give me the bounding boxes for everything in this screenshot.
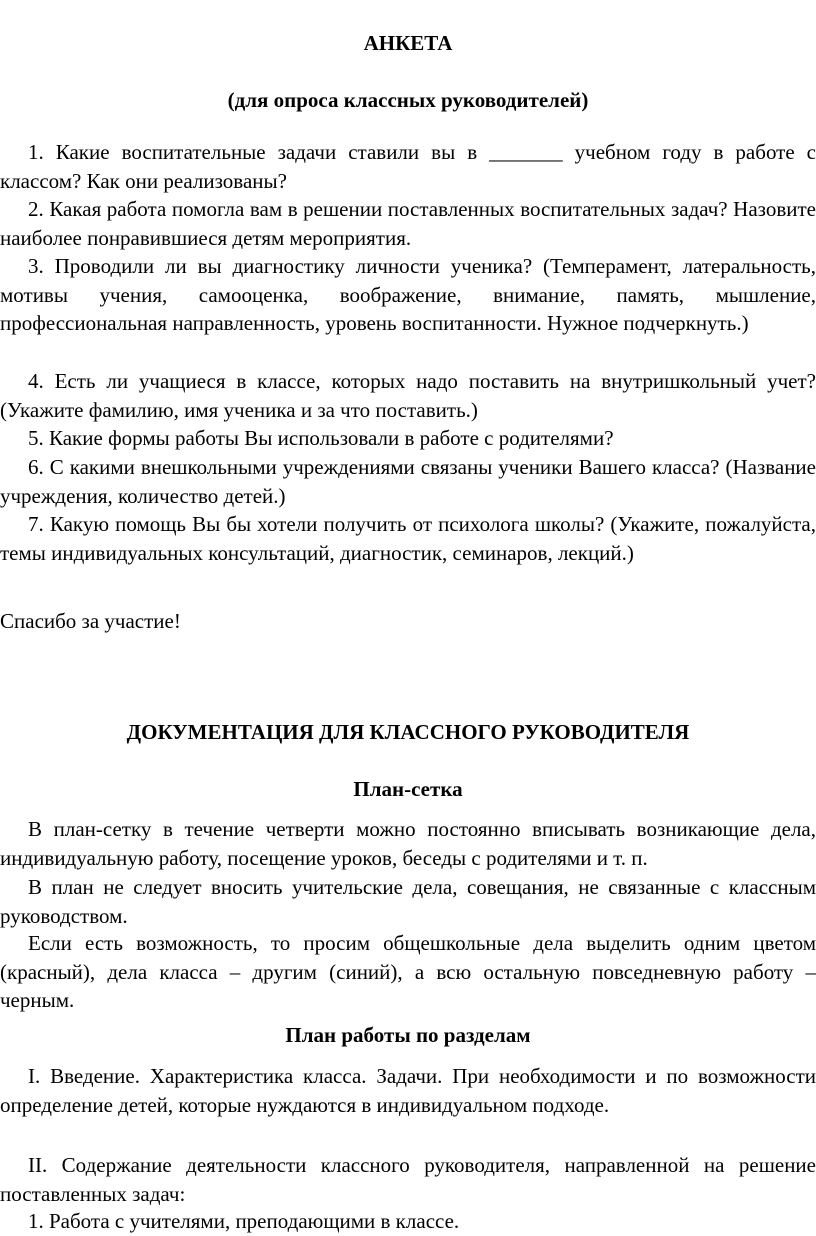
- question-5: 5. Какие формы работы Вы использовали в работе с родителями?: [28, 426, 614, 450]
- documentation-title: ДОКУМЕНТАЦИЯ ДЛЯ КЛАССНОГО РУКОВОДИТЕЛЯ: [126, 720, 690, 744]
- plan-sections-paragraph-1: I. Введение. Характеристика класса. Задачи. При необходимости и по возможности определение детей, которые нуждаются в индивидуальном подходе.: [0, 1064, 816, 1117]
- plan-sections-paragraph-2: II. Содержание деятельности классного руководителя, направленной на решение поставленных задач:: [0, 1153, 816, 1206]
- plan-sections-paragraph-3: 1. Работа с учителями, преподающими в классе.: [28, 1209, 460, 1233]
- question-4: 4. Есть ли учащиеся в классе, которых надо поставить на внутришкольный учет? (Укажите фамилию, имя ученика и за что поставить.): [0, 369, 816, 422]
- anketa-title: АНКЕТА: [363, 31, 453, 55]
- plan-grid-paragraph-1: В план-сетку в течение четверти можно постоянно вписывать возникающие дела, индивидуальную работу, посещение уроков, беседы с родителями и т. п.: [0, 817, 816, 870]
- question-7: 7. Какую помощь Вы бы хотели получить от психолога школы? (Укажите, пожалуйста, темы индивидуальных консультаций, диагностик, семинаров, лекций.): [0, 512, 816, 565]
- plan-grid-paragraph-2: В план не следует вносить учительские дела, совещания, не связанные с классным руководством.: [0, 875, 816, 928]
- plan-sections-title: План работы по разделам: [285, 1023, 531, 1047]
- anketa-subtitle: (для опроса классных руководителей): [227, 88, 589, 112]
- question-1: 1. Какие воспитательные задачи ставили вы в _______ учебном году в работе с классом? Как они реализованы?: [0, 140, 816, 193]
- plan-grid-paragraph-3: Если есть возможность, то просим общешкольные дела выделить одним цветом (красный), дела класса – другим (синий), а всю остальную повседневную работу – черным.: [0, 931, 816, 1012]
- question-2: 2. Какая работа помогла вам в решении поставленных воспитательных задач? Назовите наиболее понравившиеся детям мероприятия.: [0, 197, 816, 250]
- question-3: 3. Проводили ли вы диагностику личности ученика? (Темперамент, латеральность, мотивы учения, самооценка, воображение, внимание, память, мышление, профессиональная направленность, уровень воспитанности. Нужное подчеркнуть.): [0, 254, 816, 335]
- thanks-text: Спасибо за участие!: [0, 609, 181, 633]
- plan-grid-title: План-сетка: [353, 777, 463, 801]
- question-6: 6. С какими внешкольными учреждениями связаны ученики Вашего класса? (Название учреждения, количество детей.): [0, 455, 816, 508]
